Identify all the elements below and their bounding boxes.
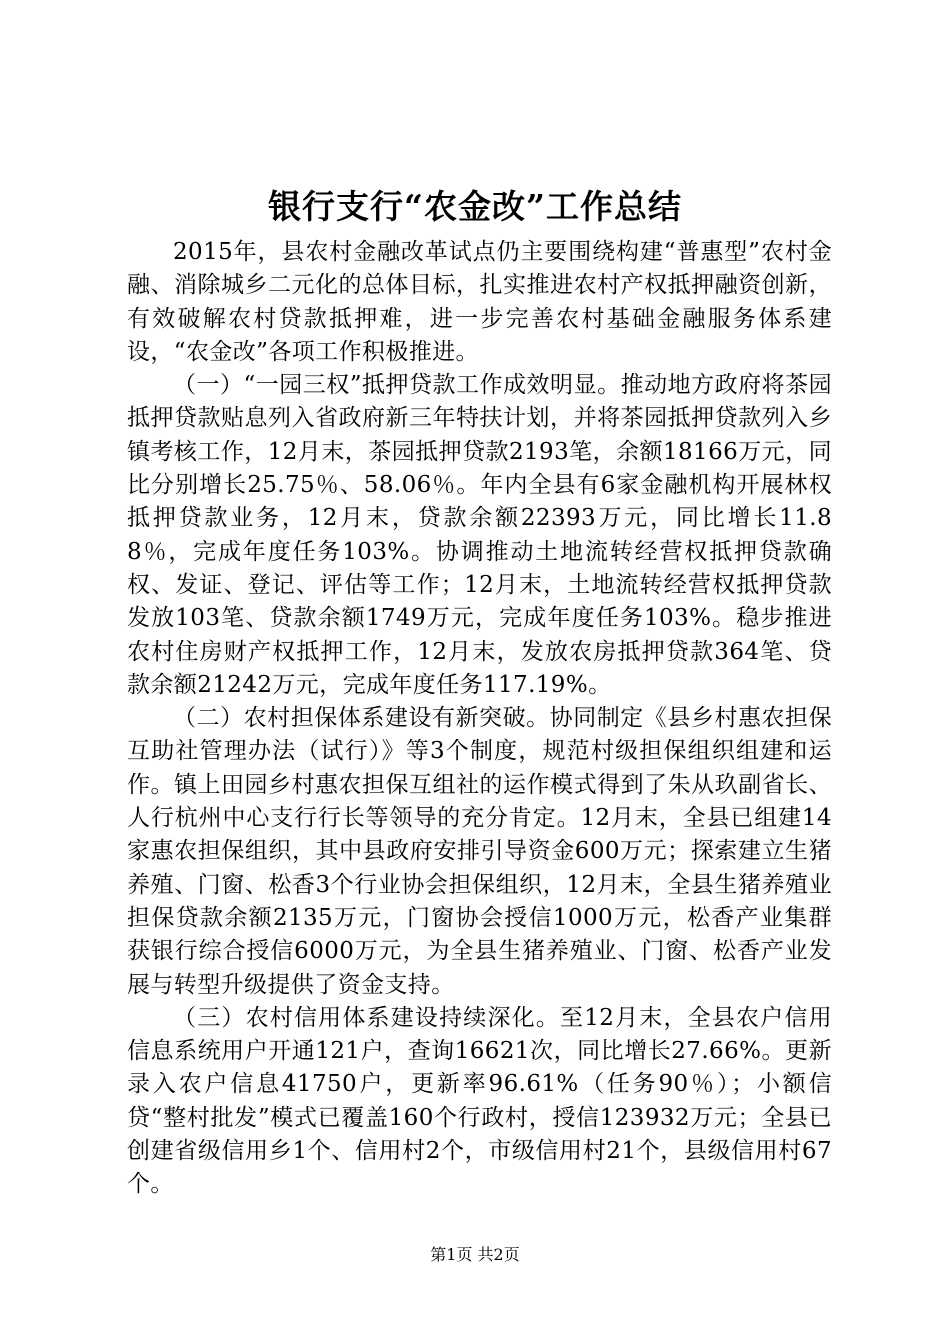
paragraph-intro: 2015年，县农村金融改革试点仍主要围绕构建“普惠型”农村金融、消除城乡二元化的总体目标，扎实推进农村产权抵押融资创新，有效破解农村贷款抵押难，进一步完善农村基础金融服务体系建设，“农金改”各项工作积极推进。 [127, 239, 832, 365]
paragraph-section-3: （三）农村信用体系建设持续深化。至12月末，全县农户信用信息系统用户开通121户，查询16621次，同比增长27.66%。更新录入农户信息41750户，更新率96.61%（任务90％）；小额信贷“整村批发”模式已覆盖160个行政村，授信123932万元；全县已创建省级信用乡1个、信用村2个，市级信用村21个，县级信用村67个。 [127, 1004, 832, 1198]
page-number-footer: 第1页 共2页 [430, 1245, 520, 1264]
document-title: 银行支行“农金改”工作总结 [268, 187, 682, 226]
paragraph-section-2: （二）农村担保体系建设有新突破。协同制定《县乡村惠农担保互助社管理办法（试行）》等3个制度，规范村级担保组织组建和运作。镇上田园乡村惠农担保互组社的运作模式得到了朱从玖副省长、人行杭州中心支行行长等领导的充分肯定。12月末，全县已组建14家惠农担保组织，其中县政府安排引导资金600万元；探索建立生猪养殖、门窗、松香3个行业协会担保组织，12月末，全县生猪养殖业担保贷款余额2135万元，门窗协会授信1000万元，松香产业集群获银行综合授信6000万元，为全县生猪养殖业、门窗、松香产业发展与转型升级提供了资金支持。 [127, 705, 832, 998]
paragraph-section-1: （一）“一园三权”抵押贷款工作成效明显。推动地方政府将茶园抵押贷款贴息列入省政府新三年特扶计划，并将茶园抵押贷款列入乡镇考核工作，12月末，茶园抵押贷款2193笔，余额18166万元，同比分别增长25.75％、58.06％。年内全县有6家金融机构开展林权抵押贷款业务，12月末，贷款余额22393万元，同比增长11.88％，完成年度任务103%。协调推动土地流转经营权抵押贷款确权、发证、登记、评估等工作；12月末，土地流转经营权抵押贷款发放103笔、贷款余额1749万元，完成年度任务103%。稳步推进农村住房财产权抵押工作，12月末，发放农房抵押贷款364笔、贷款余额21242万元，完成年度任务117.19%。 [127, 372, 832, 698]
document-body [127, 236, 832, 1202]
